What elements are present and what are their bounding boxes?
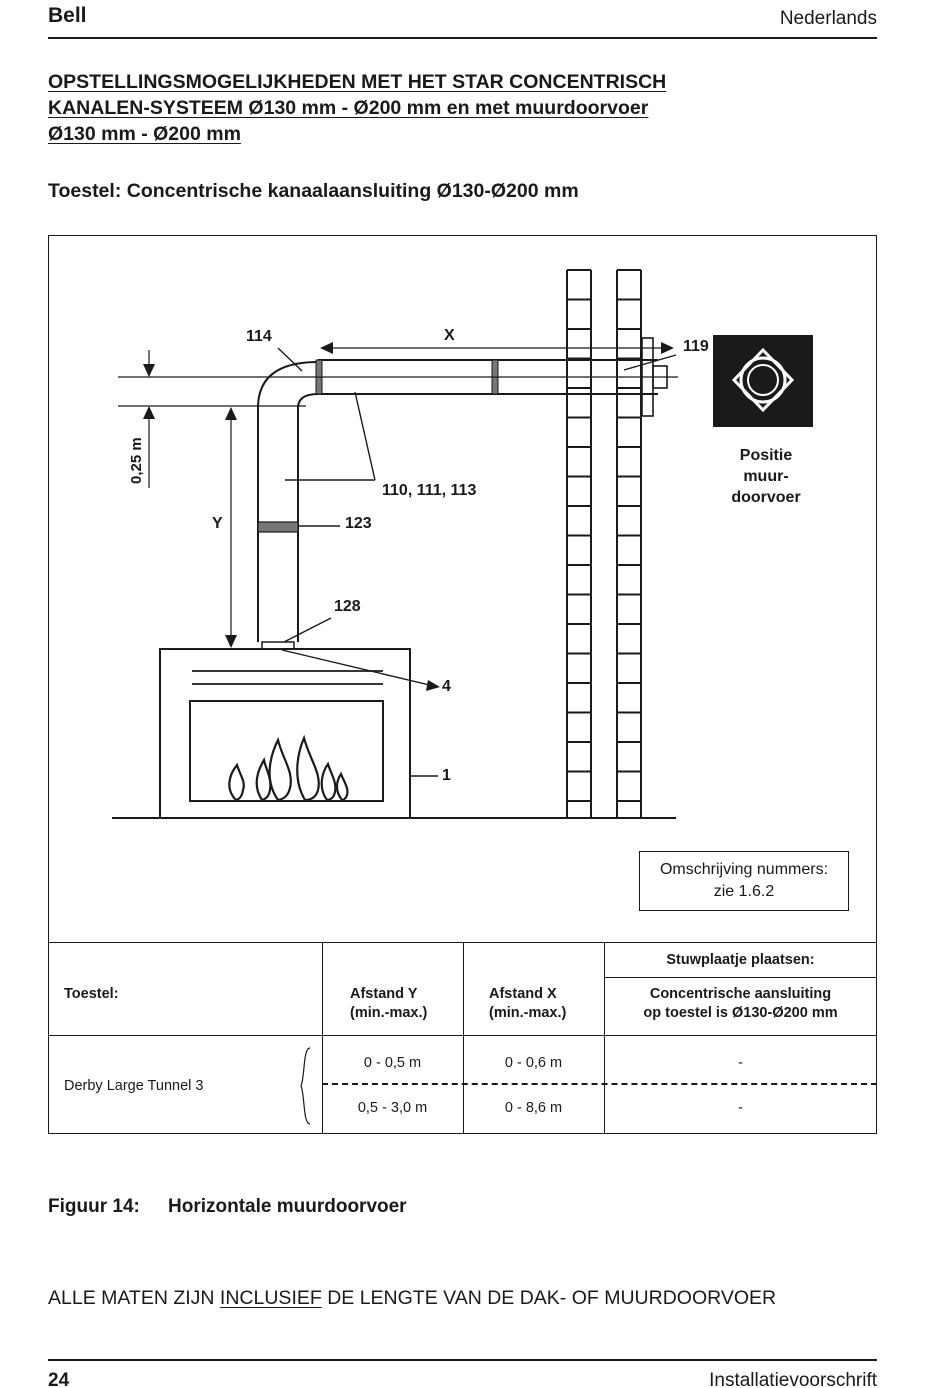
header-line: Concentrische aansluiting <box>649 986 832 1002</box>
label-114: 114 <box>246 328 272 345</box>
label-123: 123 <box>345 515 372 532</box>
language-label: Nederlands <box>779 8 877 29</box>
title-line: KANALEN-SYSTEEM Ø130 mm - Ø200 mm en met muurdoorvoer <box>48 97 649 119</box>
label-x: X <box>444 327 455 344</box>
wall-terminal-symbol <box>713 335 813 427</box>
header-concentrisch <box>604 985 877 1023</box>
flames <box>229 738 347 800</box>
header-line: Afstand Y <box>350 986 418 1002</box>
wall-position-line: muur- <box>743 468 789 485</box>
installation-diagram <box>48 235 877 943</box>
label-y: Y <box>212 515 223 532</box>
label-128: 128 <box>334 598 361 615</box>
section-subtitle: Toestel: Concentrische kanaalaansluiting Ø130-Ø200 mm <box>48 180 579 202</box>
label-dimension-025: 0,25 m <box>128 437 145 484</box>
brace-icon <box>298 1046 312 1126</box>
row2-afstand-y: 0,5 - 3,0 m <box>357 1100 428 1116</box>
footer-rule <box>48 1359 877 1361</box>
header-afstand-x <box>489 985 566 1023</box>
header-line: op toestel is Ø130-Ø200 mm <box>643 1005 838 1021</box>
figure-title: Horizontale muurdoorvoer <box>168 1196 407 1217</box>
appliance-name: Derby Large Tunnel 3 <box>64 1078 204 1094</box>
figure-number: Figuur 14: <box>48 1196 140 1217</box>
header-rule <box>48 37 877 39</box>
row1-afstand-x: 0 - 0,6 m <box>504 1055 563 1071</box>
header-toestel: Toestel: <box>64 986 119 1002</box>
header-line: (min.-max.) <box>489 1005 567 1021</box>
elbow-114 <box>258 362 318 408</box>
table-rule <box>604 977 877 978</box>
label-110-111-113: 110, 111, 113 <box>382 482 477 499</box>
row1-stuwplaatje: - <box>738 1055 743 1071</box>
brick-wall <box>567 270 641 818</box>
label-119: 119 <box>683 338 709 355</box>
brand-name: Bell <box>48 4 87 27</box>
note-emphasis: INCLUSIEF <box>219 1287 322 1309</box>
wall-position-line: doorvoer <box>731 489 801 506</box>
page-number: 24 <box>48 1370 70 1388</box>
distance-table <box>48 942 877 1134</box>
header-line: (min.-max.) <box>350 1005 428 1021</box>
legend-note-line: Omschrijving nummers: <box>659 861 829 878</box>
document-name: Installatievoorschrift <box>709 1370 877 1388</box>
note-text: DE LENGTE VAN DE DAK- OF MUURDOORVOER <box>321 1287 777 1309</box>
note-text: ALLE MATEN ZIJN <box>48 1287 220 1309</box>
legend-note-line: zie 1.6.2 <box>713 883 775 900</box>
legend-note-box <box>639 851 849 911</box>
label-4: 4 <box>442 678 451 695</box>
label-1: 1 <box>442 767 451 784</box>
measurement-note <box>48 1287 776 1310</box>
wall-position-line: Positie <box>739 447 793 464</box>
section-title <box>48 69 808 147</box>
figure-caption <box>48 1196 407 1218</box>
title-line: OPSTELLINGSMOGELIJKHEDEN MET HET STAR CONCENTRISCH <box>48 71 667 93</box>
row2-stuwplaatje: - <box>738 1100 743 1116</box>
row-divider-dashed <box>322 1083 877 1085</box>
header-stuwplaatje: Stuwplaatje plaatsen: <box>666 952 815 968</box>
pipe-clamp-123 <box>258 522 298 532</box>
header-afstand-y <box>350 985 427 1023</box>
header-line: Afstand X <box>489 986 557 1002</box>
row2-afstand-x: 0 - 8,6 m <box>504 1100 563 1116</box>
row1-afstand-y: 0 - 0,5 m <box>363 1055 422 1071</box>
title-line: Ø130 mm - Ø200 mm <box>48 123 241 145</box>
